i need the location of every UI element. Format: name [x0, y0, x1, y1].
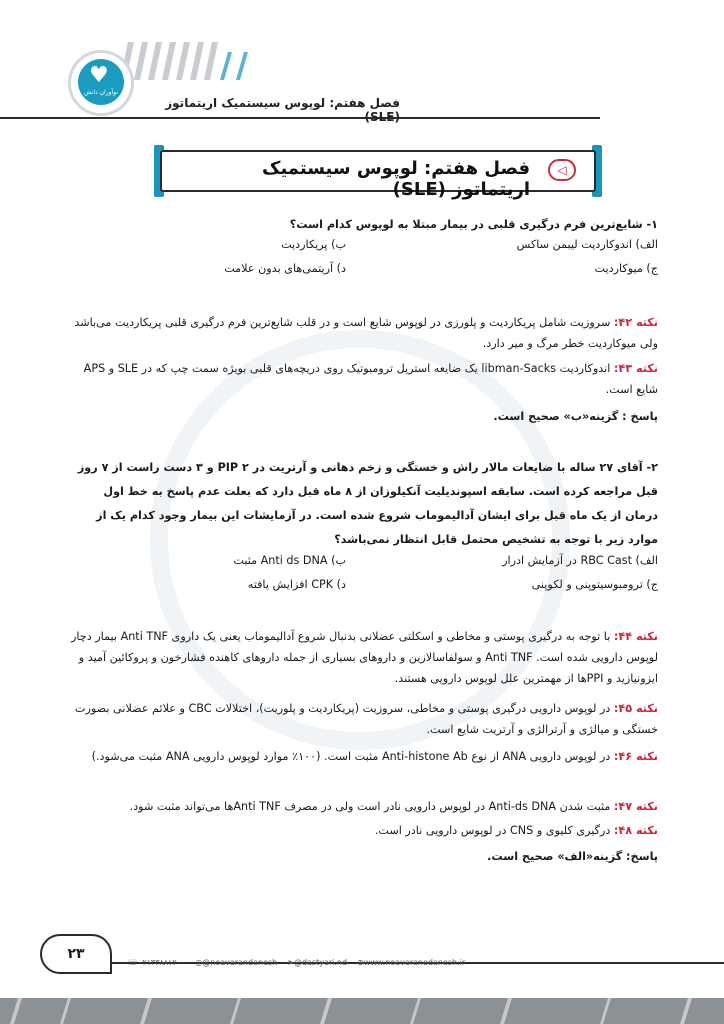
footer-contacts: [128, 958, 466, 967]
note-44: نکته ۴۴: با توجه به درگیری پوستی و مخاطی و اسکلتی عضلانی بدنبال شروع آدالیموماب یعنی یک داروی Anti TNF بیمار دچار لوپوس دارویی شده است. Anti TNF و سولفاسالازین و داروهای بسیاری از جمله داروهای کاهنده فشارخون و پروکائین آمید و ایزونیازید و PPIها از مهمترین علل لوپوس دارویی هستند.: [70, 630, 658, 685]
q2-option-a: الف) RBC Cast در آزمایش ادرار: [502, 554, 658, 567]
q1-options-row-1: [68, 238, 658, 260]
note-42: نکته ۴۲: سروزیت شامل پریکاردیت و پلورزی در لوپوس شایع است و در قلب شایع‌ترین فرم درگیری قلبی پریکاردیت می‌باشد ولی میوکاردیت خطر مرگ و میر دارد.: [74, 316, 658, 350]
note-46: نکته ۴۶: در لوپوس دارویی ANA از نوع Anti-histone Ab مثبت است. (۱۰۰٪ موارد لوپوس دارویی ANA مثبت می‌شود.): [91, 750, 658, 763]
chapter-title-box: [160, 150, 596, 200]
q1-option-c: ج) میوکاردیت: [594, 262, 658, 275]
q2-options-row-1: [68, 554, 658, 576]
note-48: نکته ۴۸: درگیری کلیوی و CNS در لوپوس دارویی نادر است.: [374, 824, 658, 837]
q1-option-d: د) آریتمی‌های بدون علامت: [224, 262, 346, 275]
chapter-mark-icon: ◁: [548, 159, 576, 181]
q2-option-d: د) CPK افزایش یافته: [247, 578, 346, 591]
q1-option-a: الف) اندوکاردیت لیبمن ساکس: [516, 238, 658, 251]
page-number: ۲۳: [40, 934, 112, 974]
q2-option-b: ب) Anti ds DNA مثبت: [233, 554, 346, 567]
footer-telegram: ➤@dastyari.nd: [287, 958, 348, 967]
note-43: نکته ۴۳: اندوکاردیت libman-Sacks یک ضایعه استریل ترومبوتیک روی دریچه‌های قلبی بویژه سمت چپ که در SLE و APS شایع است.: [83, 362, 658, 396]
note-45: نکته ۴۵: در لوپوس دارویی درگیری پوستی و مخاطی، سروزیت (پریکاردیت و پلوریت)، اختلالات CBC و علائم عضلانی بصورت خستگی و میالژی و آرترالژی و آرتریت شایع است.: [74, 702, 658, 736]
q1-options-row-2: [68, 262, 658, 284]
header-pattern: [120, 42, 724, 80]
q1-option-b: ب) پریکاردیت: [281, 238, 346, 251]
q2-answer: پاسخ: گزینه«الف» صحیح است.: [487, 850, 658, 863]
question-1: ۱- شایع‌ترین فرم درگیری قلبی در بیمار مبتلا به لوپوس کدام است؟: [289, 218, 658, 231]
chapter-title: فصل هفتم: لوپوس سیستمیک اریتماتوز (SLE): [262, 158, 530, 200]
footer-phone: ☏۰۲۱۳۳۸۸۱۲۰۰: [128, 958, 186, 967]
header-title: فصل هفتم: لوپوس سیستمیک اریتماتوز (SLE): [165, 96, 400, 124]
footer-instagram: ◎@noavarandanesh: [195, 958, 278, 967]
q2-options-row-2: [68, 578, 658, 600]
q1-answer: پاسخ : گزینه«ب» صحیح است.: [493, 410, 658, 423]
footer-web: ⊕www.noavaranedanesh.ir: [357, 958, 466, 967]
note-47: نکته ۴۷: مثبت شدن Anti-ds DNA در لوپوس دارویی نادر است ولی در مصرف Anti TNFها می‌تواند مثبت شود.: [129, 800, 658, 813]
logo-text: نوآوران دانش: [84, 89, 118, 96]
q2-option-c: ج) ترومبوسیتوپنی و لکوپنی: [531, 578, 658, 591]
question-2: ۲- آقای ۲۷ ساله با ضایعات مالار راش و خستگی و زخم دهانی و آرتریت در PIP ۲ و ۳ دست راست از ۷ روز قبل مراجعه کرده است. سابقه اسپوندیلیت آنکیلوزان از ۸ ماه قبل دارد که بعلت عدم پاسخ به خط اول درمان از یک ماه قبل برای ایشان آدالیموماب شروع شده است. در آزمایشات این بیمار وجود کدام یک از موارد زیر با توجه به تشخیص محتمل قابل انتظار نمی‌باشد؟: [77, 461, 658, 546]
heart-icon: ♥: [89, 63, 109, 88]
footer-pattern: [0, 982, 724, 1024]
